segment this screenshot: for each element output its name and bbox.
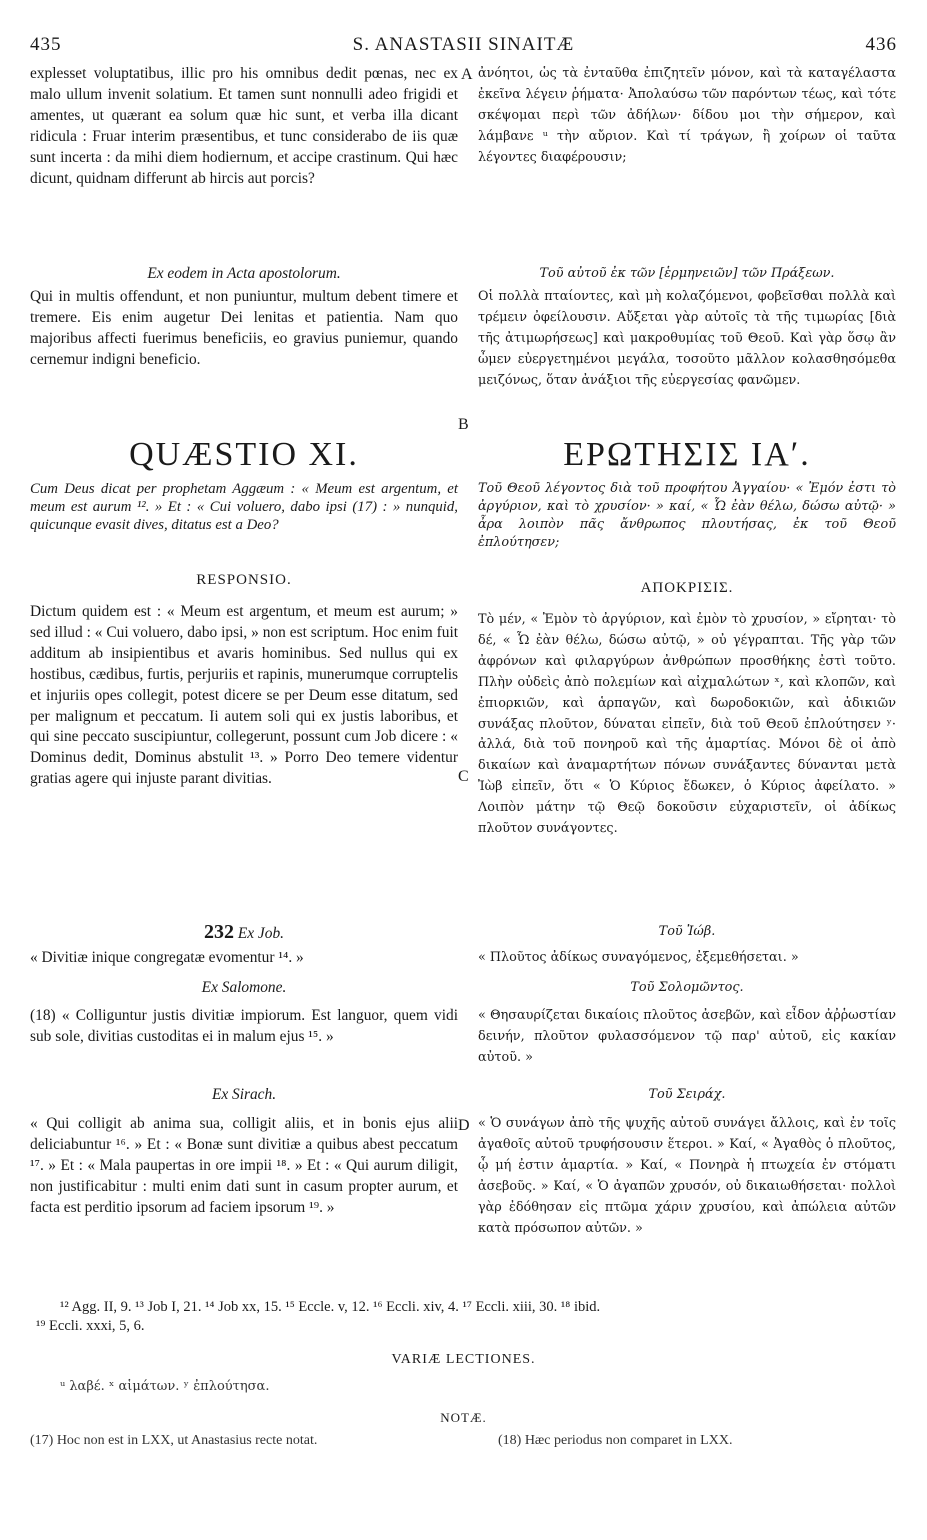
latin-paragraph-6: « Qui colligit ab anima sua, colligit aliis, et in bonis ejus alii deliciabuntur ¹⁶. » Et : « Bonæ sunt divitiæ a quibus abest peccatum ¹⁷. » Et : « Mala paupertas in ore impii ¹⁸. » Et : « Qui aurum diligit, non justificabitur : multi enim dati sunt in casum propter aurum, et facta est perditio ipsorum ad faciem ipsorum ¹⁹. »	[30, 1115, 458, 1216]
latin-heading-job: 232 Ex Job.	[203, 921, 284, 943]
latin-heading-sirach: Ex Sirach.	[211, 1086, 277, 1103]
greek-paragraph-6: « Ὁ συνάγων ἀπὸ τῆς ψυχῆς αὐτοῦ συνάγει ἄλλοις, καὶ ἐν τοῖς ἀγαθοῖς αὐτοῦ τρυφήσουσιν ἕτεροι. » Καί, « Ἀγαθὸς ὁ πλοῦτος, ᾧ μή ἐστιν ἁμαρτία. » Καί, « Πονηρὰ ἡ πτωχεία ἐν στόματι ἀσεβοῦς. » Καί, « Ὁ ἀγαπῶν χρυσόν, οὐ δικαιωθήσεται· πολλοὶ γὰρ ἐδόθησαν εἰς πτῶμα χάριν χρυσίου, καὶ ἀπώλεια αὐτῶν κατὰ πρόσωπον αὐτῶν. »	[478, 1116, 896, 1236]
page-number-right: 436	[865, 34, 897, 55]
footnotes-line-1: ¹² Agg. II, 9. ¹³ Job I, 21. ¹⁴ Job xx, 15. ¹⁵ Eccle. v, 12. ¹⁶ Eccli. xiv, 4. ¹⁷ Eccli. xiii, 30. ¹⁸ ibid.	[60, 1299, 601, 1315]
latin-heading-acta: Ex eodem in Acta apostolorum.	[147, 265, 341, 282]
variae-lectiones-title: VARIÆ LECTIONES.	[391, 1352, 536, 1367]
footnotes	[36, 1298, 897, 1336]
greek-heading-solomon: Τοῦ Σολομῶντος.	[630, 980, 744, 995]
greek-paragraph-1: ἀνόητοι, ὡς τὰ ἐνταῦθα ἐπιζητεῖν μόνον, καὶ τὰ καταγέλαστα ἐκεῖνα λέγειν ῥήματα· Ἀπολαύσω τῶν παρόντων τέως, καὶ τότε σκέψομαι περὶ τῶν ἀδήλων· δίδου μοι τὴν σήμερον, καὶ λάμβανε ᵘ τὴν αὔριον. Καὶ τί τράγων, ἢ χοίρων οἱ ταῦτα λέγοντες διαφέρουσιν;	[478, 66, 896, 165]
notae-title: NOTÆ.	[440, 1410, 487, 1425]
note-17: (17) Hoc non est in LXX, ut Anastasius recte notat.	[30, 1433, 318, 1448]
variae-lectiones-text: ᵘ λαβέ. ˣ αἱμάτων. ʸ ἐπλούτησα.	[60, 1379, 270, 1394]
latin-paragraph-4: « Divitiæ inique congregatæ evomentur ¹⁴. »	[30, 949, 304, 966]
greek-question: Τοῦ Θεοῦ λέγοντος διὰ τοῦ προφήτου Ἀγγαίου· « Ἐμόν ἐστι τὸ ἀργύριον, καὶ τὸ χρυσίον· » καί, « Ὧ ἐὰν θέλω, δώσω αὐτῷ· » ἆρα λοιπὸν πᾶς ἄνθρωπος πλουτήσας, ἐκ τοῦ Θεοῦ ἐπλούτησεν;	[478, 481, 896, 550]
greek-apokrisis: ΑΠΟΚΡΙΣΙΣ.	[640, 580, 734, 596]
latin-paragraph-3: Dictum quidem est : « Meum est argentum, et meum est aurum; » sed illud : « Cui voluero, dabo ipsi, » non est scriptum. Hoc enim fuit additum ab insipientibus et avaris hominibus. Sed nullus qui ex hostibus, cædibus, furtis, perjuriis et rapinis, munerumque corruptelis et injuriis opes collegit, potest dicere se per Deum esse ditatum, sed per malignum et peccatum. Ii autem soli qui ex justis laboribus, et qui sine peccato suscipiuntur, collegerunt, possunt cum Job dicere : « Dominus dedit, Dominus abstulit ¹³. » Porro Deo temere videntur gratias agere qui injuste parant divitias.	[30, 603, 458, 788]
latin-paragraph-2: Qui in multis offendunt, et non puniuntur, multum debent timere et tremere. Eis enim augetur Dei lenitas et patientia. Nam quo majoribus affecti fuerimus beneficiis, eo gravius puniemur, quando cernemur indigni beneficio.	[30, 288, 458, 368]
page-number-left: 435	[30, 34, 62, 55]
running-title: S. ANASTASII SINAITÆ	[352, 34, 575, 55]
column-number-232: 232	[203, 921, 234, 943]
greek-question-title: ΕΡΩΤΗΣΙΣ ΙΑʹ.	[563, 436, 811, 473]
greek-paragraph-3: Τὸ μέν, « Ἐμὸν τὸ ἀργύριον, καὶ ἐμὸν τὸ χρυσίον, » εἴρηται· τὸ δέ, « Ὧ ἐὰν θέλω, δώσω αὐτῷ, » οὐ γέγραπται. Τῆς γὰρ τῶν ἀφρόνων καὶ φιλαργύρων ἀνθρώπων προσθήκης ἐστὶ τοῦτο. Πλὴν οὐδεὶς ἀπὸ πολεμίων καὶ αἰχμαλώτων ˣ, καὶ κλοπῶν, καὶ ἐπιορκιῶν, καὶ ἁρπαγῶν, καὶ δωροδοκιῶν, καὶ ἀδικιῶν συνάξας πλοῦτον, δύναται εἰπεῖν, διὰ τοῦ Θεοῦ ἐπλούτησεν ʸ· ἀλλά, διὰ τοῦ πονηροῦ καὶ τῆς ἁμαρτίας. Μόνοι δὲ οἱ ἀπὸ δικαίων καὶ ἀναμαρτήτων πόνων συνάξαντες δύνανται μετὰ Ἰὼβ εἰπεῖν, ὅτι « Ὁ Κύριος ἔδωκεν, ὁ Κύριος ἀφείλατο. » Λοιπὸν μάτην τῷ Θεῷ δοκοῦσιν εὐχαριστεῖν, οἱ ἀδίκως πλοῦτον συνάγοντες.	[478, 612, 896, 837]
footnotes-line-2: ¹⁹ Eccli. xxxi, 5, 6.	[36, 1318, 145, 1334]
greek-heading-job: Τοῦ Ἰώβ.	[658, 924, 716, 939]
latin-paragraph-1: explesset voluptatibus, illic pro his omnibus dedit pœnas, nec ex malo ullum invenit solatium. Et tamen sunt nonnulli adeo frigidi et amentes, ut quærant ea solum quæ hic sunt, et verba illa dicant ridicula : Fruar interim præsentibus, et tunc considerabo de iis quæ sunt incerta : da mihi diem hodiernum, et accipe crastinum. Qui hæc dicunt, quidnam differunt ab hircis aut porcis?	[30, 65, 458, 187]
margin-marker-a: A	[461, 66, 473, 83]
greek-heading-acta: Τοῦ αὐτοῦ ἐκ τῶν [ἑρμηνειῶν] τῶν Πράξεων.	[539, 266, 835, 281]
greek-paragraph-4: « Πλοῦτος ἀδίκως συναγόμενος, ἐξεμεθήσεται. »	[478, 950, 799, 965]
note-18: (18) Hæc periodus non comparet in LXX.	[498, 1433, 733, 1448]
latin-responsio: RESPONSIO.	[196, 572, 292, 588]
greek-paragraph-5: « Θησαυρίζεται δικαίοις πλοῦτος ἀσεβῶν, καὶ εἶδον ἀῤῥωστίαν δεινήν, πλοῦτον φυλασσόμενον τῷ παρ' αὐτοῦ, εἰς κακίαν αὐτοῦ. »	[478, 1008, 896, 1065]
margin-marker-d: D	[458, 1117, 470, 1134]
margin-marker-c: C	[458, 768, 469, 785]
page-header	[30, 34, 897, 58]
latin-paragraph-5: (18) « Colliguntur justis divitiæ impiorum. Est languor, quem vidi sub sole, divitias custoditas ei in malum ejus ¹⁵. »	[30, 1007, 458, 1045]
latin-heading-salomone: Ex Salomone.	[201, 979, 287, 996]
latin-question: Cum Deus dicat per prophetam Aggæum : « Meum est argentum, et meum est aurum ¹². » Et : « Cui voluero, dabo ipsi (17) : » nunquid, quicunque evasit dives, ditatus est a Deo?	[30, 481, 458, 533]
margin-marker-b: B	[458, 416, 469, 433]
latin-question-title: QUÆSTIO XI.	[129, 436, 359, 473]
greek-heading-sirach: Τοῦ Σειράχ.	[648, 1087, 726, 1102]
greek-paragraph-2: Οἱ πολλὰ πταίοντες, καὶ μὴ κολαζόμενοι, φοβεῖσθαι πολλὰ καὶ τρέμειν ὀφείλουσιν. Αὔξεται γὰρ αὐτοῖς τὰ τῆς τιμωρίας [διὰ τῆς ἀτιμωρήσεως] καὶ μακροθυμίας τοῦ Θεοῦ. Καὶ γὰρ ὅσῳ ἂν ὦμεν εὐεργετημένοι μεγάλα, τοσοῦτο μᾶλλον κολασθησόμεθα μειζόνως, ὅταν ἀνάξιοι τῆς εὐεργεσίας φανῶμεν.	[478, 289, 896, 388]
